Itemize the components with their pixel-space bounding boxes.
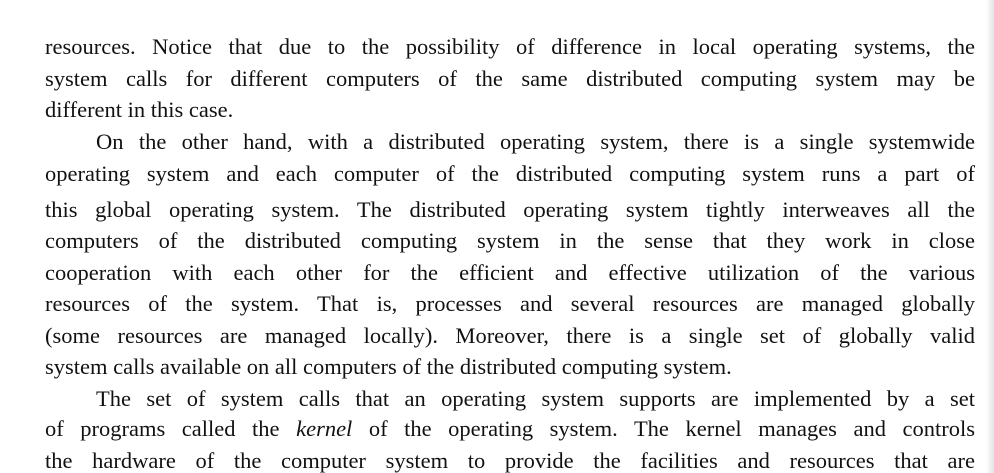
text-line: the hardware of the computer system to provide the facilities and resources that are xyxy=(45,448,975,473)
text-line: cooperation with each other for the efficient and effective utilization of the various xyxy=(45,260,975,285)
text-line: (some resources are managed locally). Moreover, there is a single set of globally valid xyxy=(45,323,975,348)
text-line: system calls available on all computers of the distributed computing system. xyxy=(45,354,732,379)
text-segment: of the operating system. The kernel manages and controls xyxy=(352,416,975,441)
text-line: system calls for different computers of the same distributed computing system may be xyxy=(45,66,975,91)
emphasized-term-kernel: kernel xyxy=(296,416,353,441)
text-line: this global operating system. The distributed operating system tightly interweaves all the xyxy=(45,197,975,222)
text-line: resources. Notice that due to the possibility of difference in local operating systems, the xyxy=(45,34,975,59)
text-line: The set of system calls that an operating system supports are implemented by a set xyxy=(96,386,975,411)
text-line: operating system and each computer of the distributed computing system runs a part of xyxy=(45,161,975,186)
text-line: resources of the system. That is, processes and several resources are managed globally xyxy=(45,291,975,316)
text-line: On the other hand, with a distributed operating system, there is a single systemwide xyxy=(96,129,975,154)
text-line: computers of the distributed computing system in the sense that they work in close xyxy=(45,228,975,253)
scan-edge-shadow xyxy=(986,0,994,473)
text-line: different in this case. xyxy=(45,97,234,122)
text-segment: of programs called the xyxy=(45,416,297,441)
text-line-with-emphasis xyxy=(45,414,975,444)
